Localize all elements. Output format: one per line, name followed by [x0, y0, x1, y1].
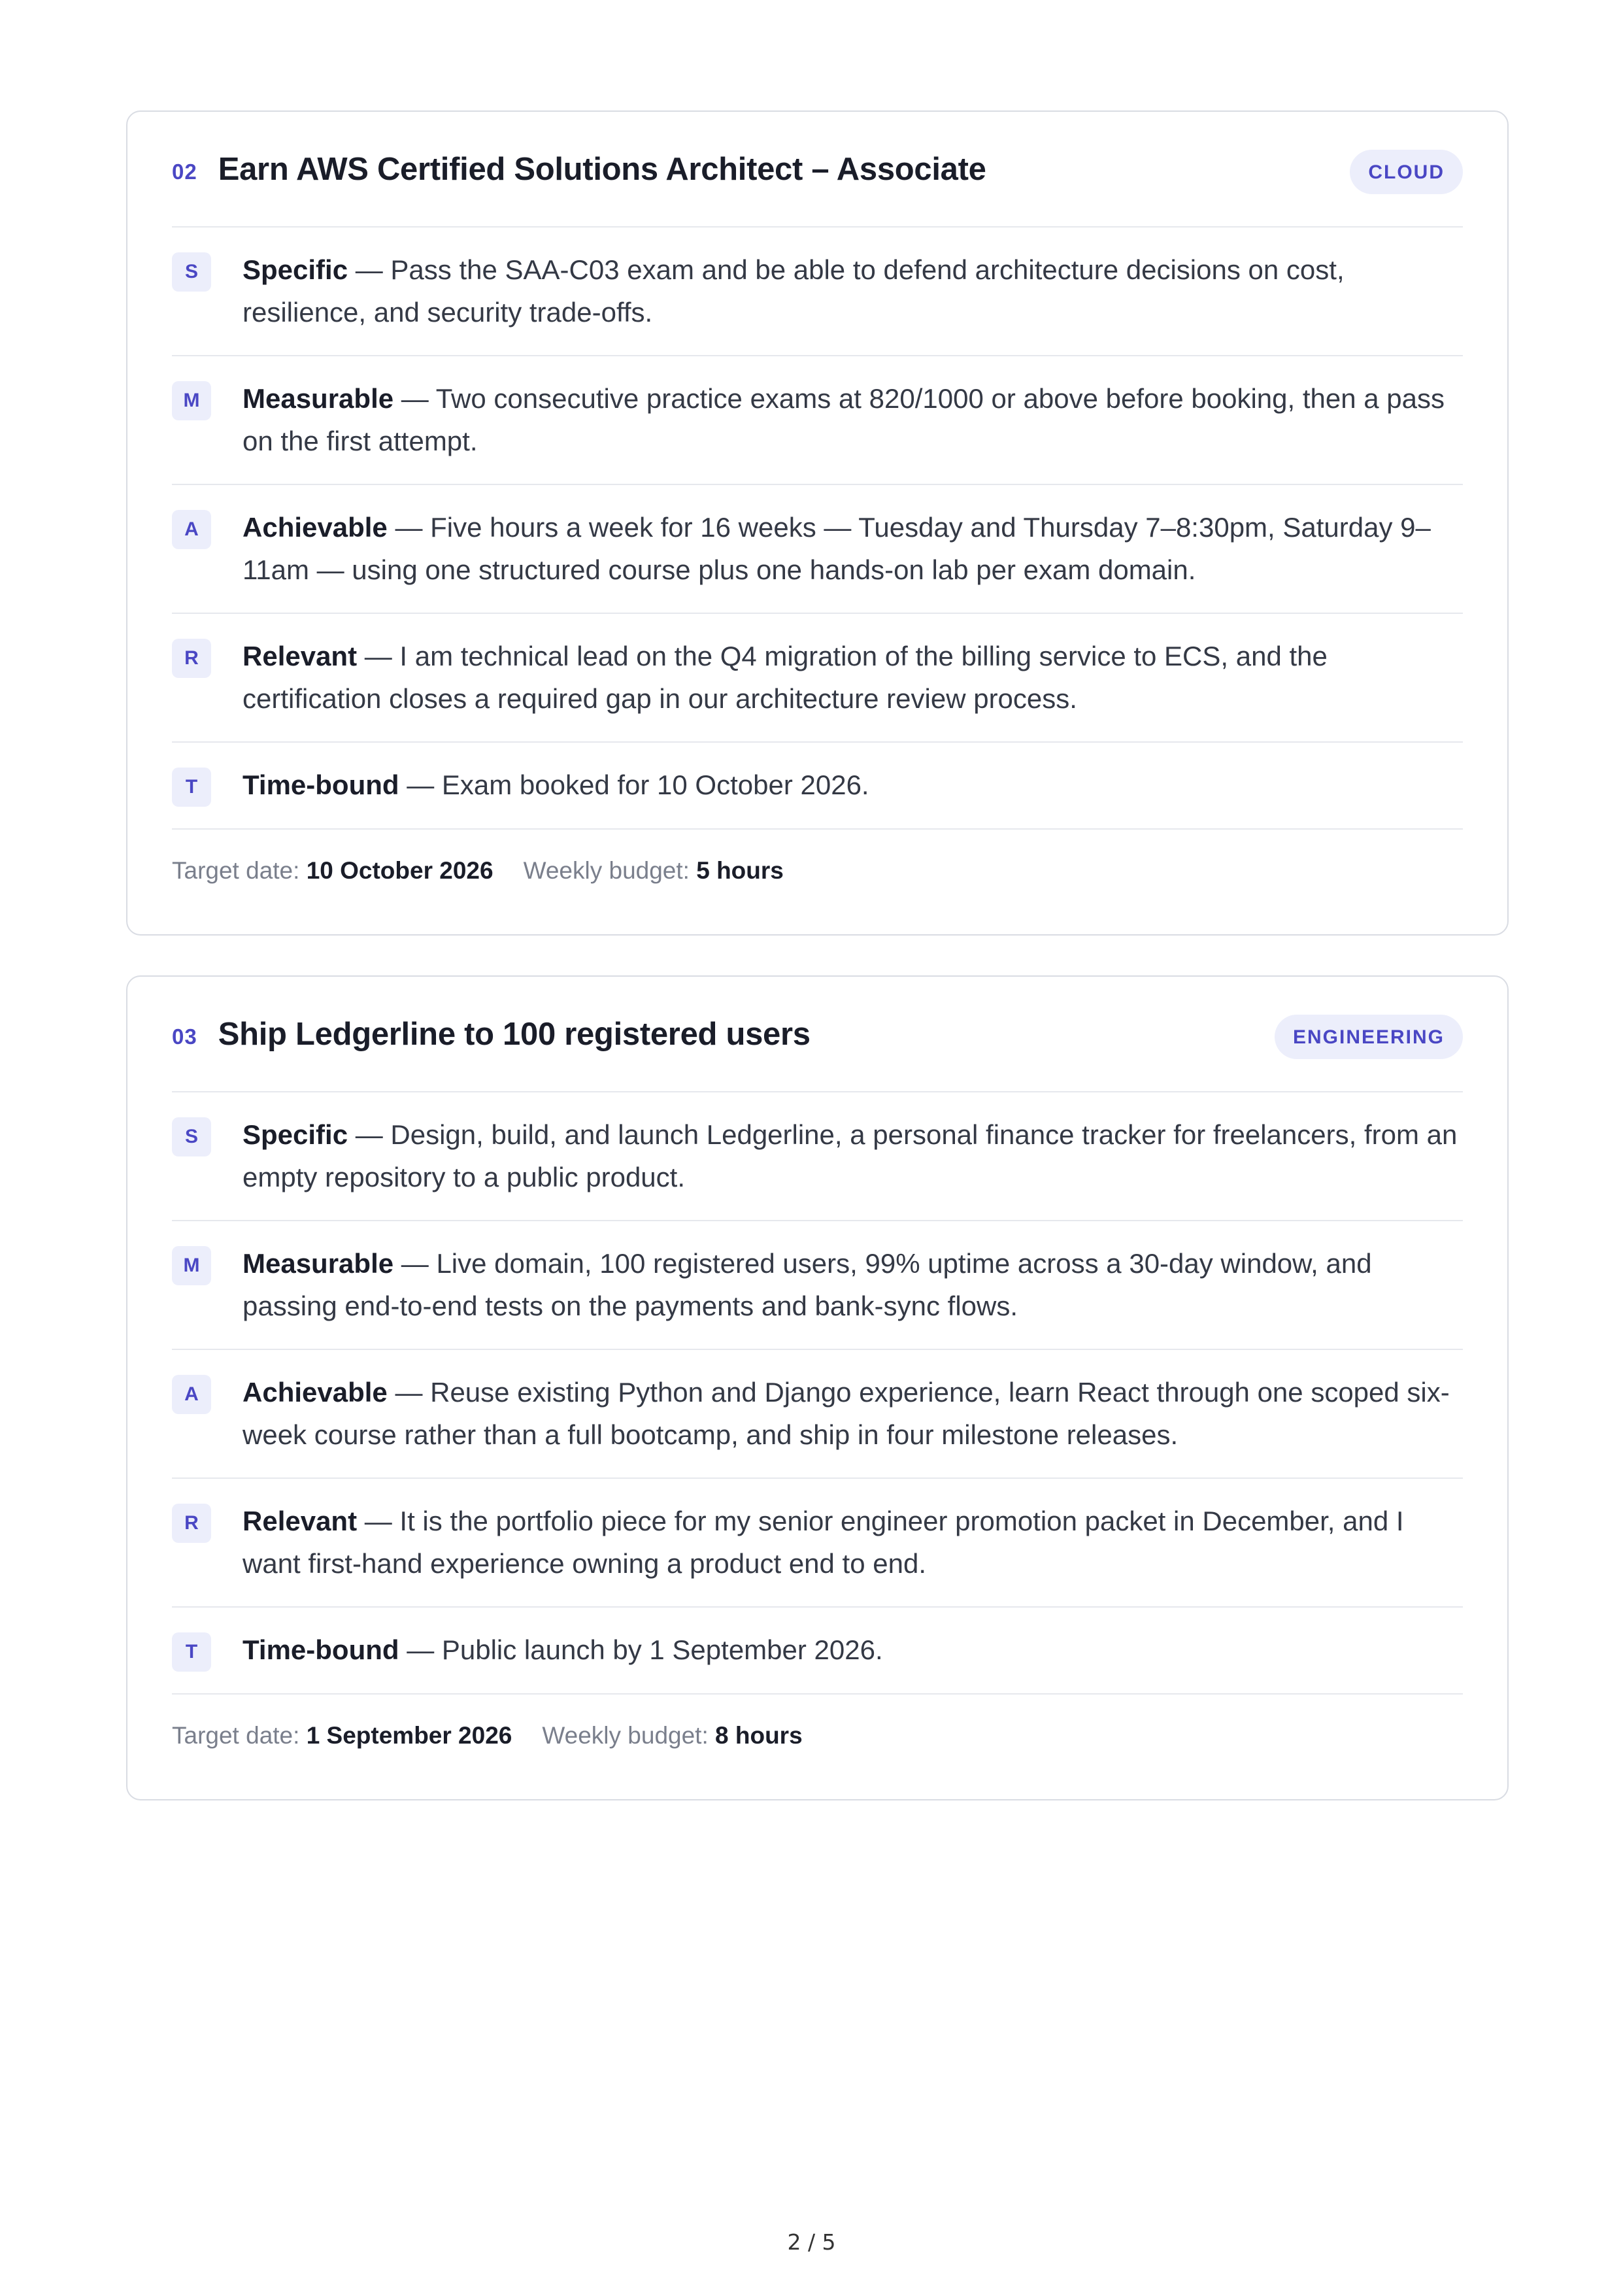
criterion-name: Achievable [243, 512, 388, 543]
category-tag: CLOUD [1350, 150, 1463, 194]
criterion-measurable [172, 356, 1463, 485]
criterion-specific [172, 228, 1463, 356]
criterion-description: — Reuse existing Python and Django experience, learn React through one scoped six-week course rather than a full bootcamp, and ship in four milestone releases. [243, 1377, 1450, 1450]
target-date-label: Target date: [172, 1722, 307, 1749]
goal-title: Earn AWS Certified Solutions Architect – Associate [218, 151, 986, 187]
criterion-name: Specific [243, 254, 348, 285]
target-date-label: Target date: [172, 857, 307, 884]
criterion-name: Time-bound [243, 1634, 399, 1665]
letter-badge: S [172, 252, 211, 292]
goal-header [172, 977, 1463, 1092]
weekly-budget-value: 5 hours [696, 857, 784, 884]
category-tag: ENGINEERING [1275, 1015, 1463, 1059]
criterion-measurable [172, 1221, 1463, 1350]
criterion-name: Achievable [243, 1377, 388, 1408]
criterion-text [243, 506, 1463, 591]
page-number: 2 / 5 [787, 2229, 836, 2255]
letter-badge: M [172, 381, 211, 420]
criterion-name: Relevant [243, 641, 358, 671]
criterion-relevant [172, 614, 1463, 743]
criterion-name: Specific [243, 1119, 348, 1150]
goal-meta [172, 830, 1463, 885]
goal-number: 02 [172, 159, 197, 184]
target-date-value: 1 September 2026 [306, 1722, 512, 1749]
criterion-achievable [172, 485, 1463, 614]
weekly-budget-label: Weekly budget: [542, 1722, 716, 1749]
criterion-text [243, 1242, 1463, 1327]
letter-badge: R [172, 1504, 211, 1543]
criterion-name: Relevant [243, 1506, 358, 1536]
criterion-name: Measurable [243, 1248, 394, 1279]
criterion-text [243, 635, 1463, 720]
criterion-description: — I am technical lead on the Q4 migration of the billing service to ECS, and the certification closes a required gap in our architecture review process. [243, 641, 1328, 714]
criterion-description: — Public launch by 1 September 2026. [399, 1634, 883, 1665]
criterion-description: — Exam booked for 10 October 2026. [399, 769, 869, 800]
criterion-description: — Pass the SAA-C03 exam and be able to defend architecture decisions on cost, resilience, and security trade-offs. [243, 254, 1345, 328]
criterion-description: — Five hours a week for 16 weeks — Tuesday and Thursday 7–8:30pm, Saturday 9–11am — using one structured course plus one hands-on lab per exam domain. [243, 512, 1431, 585]
letter-badge: T [172, 768, 211, 807]
goal-header [172, 112, 1463, 228]
letter-badge: T [172, 1632, 211, 1672]
criterion-text [243, 377, 1463, 462]
goal-number: 03 [172, 1024, 197, 1049]
criterion-description: — It is the portfolio piece for my senior engineer promotion packet in December, and I want first-hand experience owning a product end to end. [243, 1506, 1404, 1579]
criterion-relevant [172, 1479, 1463, 1608]
criterion-text [243, 1500, 1463, 1585]
letter-badge: S [172, 1117, 211, 1156]
weekly-budget-value: 8 hours [715, 1722, 803, 1749]
criterion-achievable [172, 1350, 1463, 1479]
criterion-text [243, 248, 1463, 333]
letter-badge: M [172, 1246, 211, 1285]
criterion-text [243, 764, 869, 806]
target-date-value: 10 October 2026 [306, 857, 494, 884]
goal-title: Ship Ledgerline to 100 registered users [218, 1016, 811, 1052]
criterion-text [243, 1629, 883, 1671]
criterion-text [243, 1113, 1463, 1198]
goal-card [126, 110, 1509, 936]
criterion-specific [172, 1092, 1463, 1221]
letter-badge: A [172, 1375, 211, 1414]
criterion-description: — Live domain, 100 registered users, 99% uptime across a 30-day window, and passing end-to-end tests on the payments and bank-sync flows. [243, 1248, 1372, 1321]
weekly-budget-label: Weekly budget: [523, 857, 697, 884]
letter-badge: R [172, 639, 211, 678]
criterion-time-bound [172, 1608, 1463, 1695]
criterion-time-bound [172, 743, 1463, 830]
criterion-name: Time-bound [243, 769, 399, 800]
criterion-text [243, 1371, 1463, 1456]
goal-card [126, 975, 1509, 1800]
letter-badge: A [172, 510, 211, 549]
criterion-name: Measurable [243, 383, 394, 414]
goal-meta [172, 1695, 1463, 1749]
criterion-description: — Design, build, and launch Ledgerline, a personal finance tracker for freelancers, from an empty repository to a public product. [243, 1119, 1458, 1192]
criterion-description: — Two consecutive practice exams at 820/1000 or above before booking, then a pass on the first attempt. [243, 383, 1445, 456]
